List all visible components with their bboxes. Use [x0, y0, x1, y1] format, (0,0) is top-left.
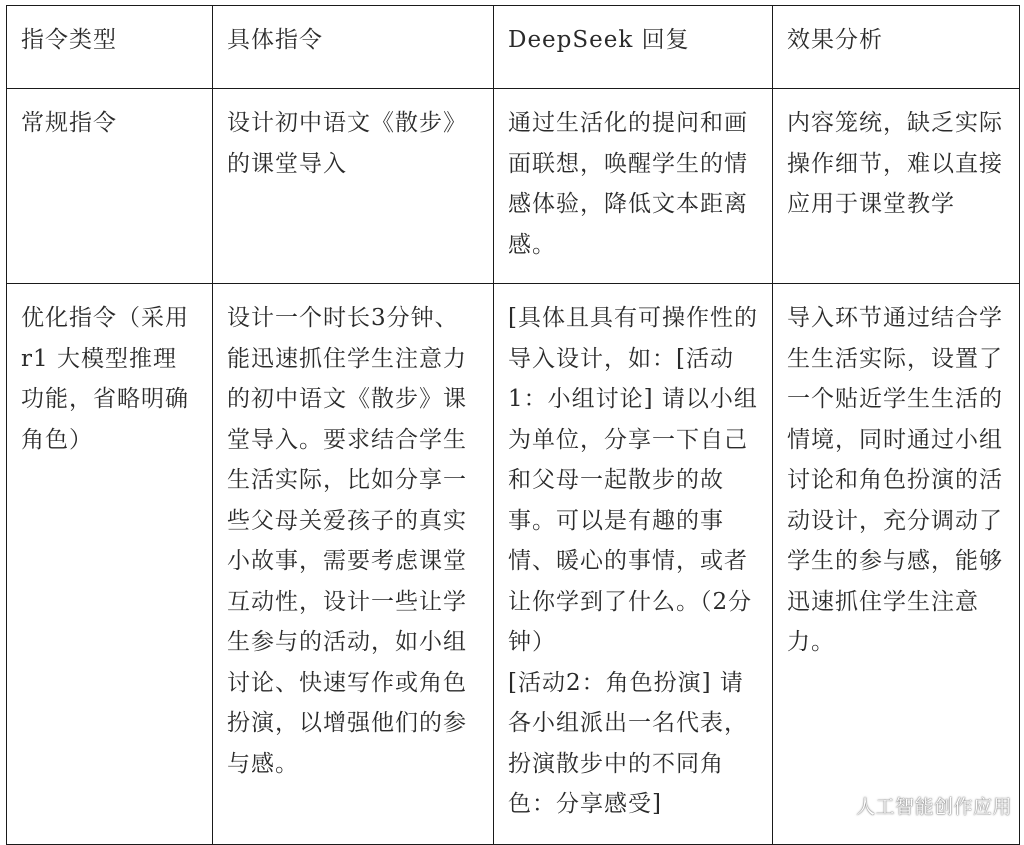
cell-instruction-type: 优化指令（采用r1 大模型推理功能，省略明确角色） [7, 284, 213, 845]
cell-deepseek-reply: 通过生活化的提问和画面联想，唤醒学生的情感体验，降低文本距离感。 [494, 89, 773, 284]
table-header-row [7, 6, 1020, 89]
header-effect-analysis: 效果分析 [773, 6, 1020, 89]
cell-effect-analysis: 导入环节通过结合学生生活实际，设置了一个贴近学生生活的情境，同时通过小组讨论和角色扮演的活动设计，充分调动了学生的参与感，能够迅速抓住学生注意力。 [773, 284, 1020, 845]
cell-specific-instruction: 设计初中语文《散步》的课堂导入 [213, 89, 494, 284]
table-row [7, 284, 1020, 845]
cell-specific-instruction: 设计一个时长3分钟、能迅速抓住学生注意力的初中语文《散步》课堂导入。要求结合学生生活实际，比如分享一些父母关爱孩子的真实小故事，需要考虑课堂互动性，设计一些让学生参与的活动，如小组讨论、快速写作或角色扮演，以增强他们的参与感。 [213, 284, 494, 845]
comparison-table [6, 5, 1020, 845]
cell-effect-analysis: 内容笼统，缺乏实际操作细节，难以直接应用于课堂教学 [773, 89, 1020, 284]
cell-instruction-type: 常规指令 [7, 89, 213, 284]
header-specific-instruction: 具体指令 [213, 6, 494, 89]
watermark: 人工智能创作应用 [855, 796, 1012, 818]
table-row [7, 89, 1020, 284]
cell-deepseek-reply: [具体且具有可操作性的导入设计，如：[活动1：小组讨论] 请以小组为单位，分享一下自己和父母一起散步的故事。可以是有趣的事情、暖心的事情，或者让你学到了什么。（2分钟） [活动2：角色扮演] 请各小组派出一名代表，扮演散步中的不同角色：分享感受] [494, 284, 773, 845]
header-instruction-type: 指令类型 [7, 6, 213, 89]
header-deepseek-reply: DeepSeek 回复 [494, 6, 773, 89]
